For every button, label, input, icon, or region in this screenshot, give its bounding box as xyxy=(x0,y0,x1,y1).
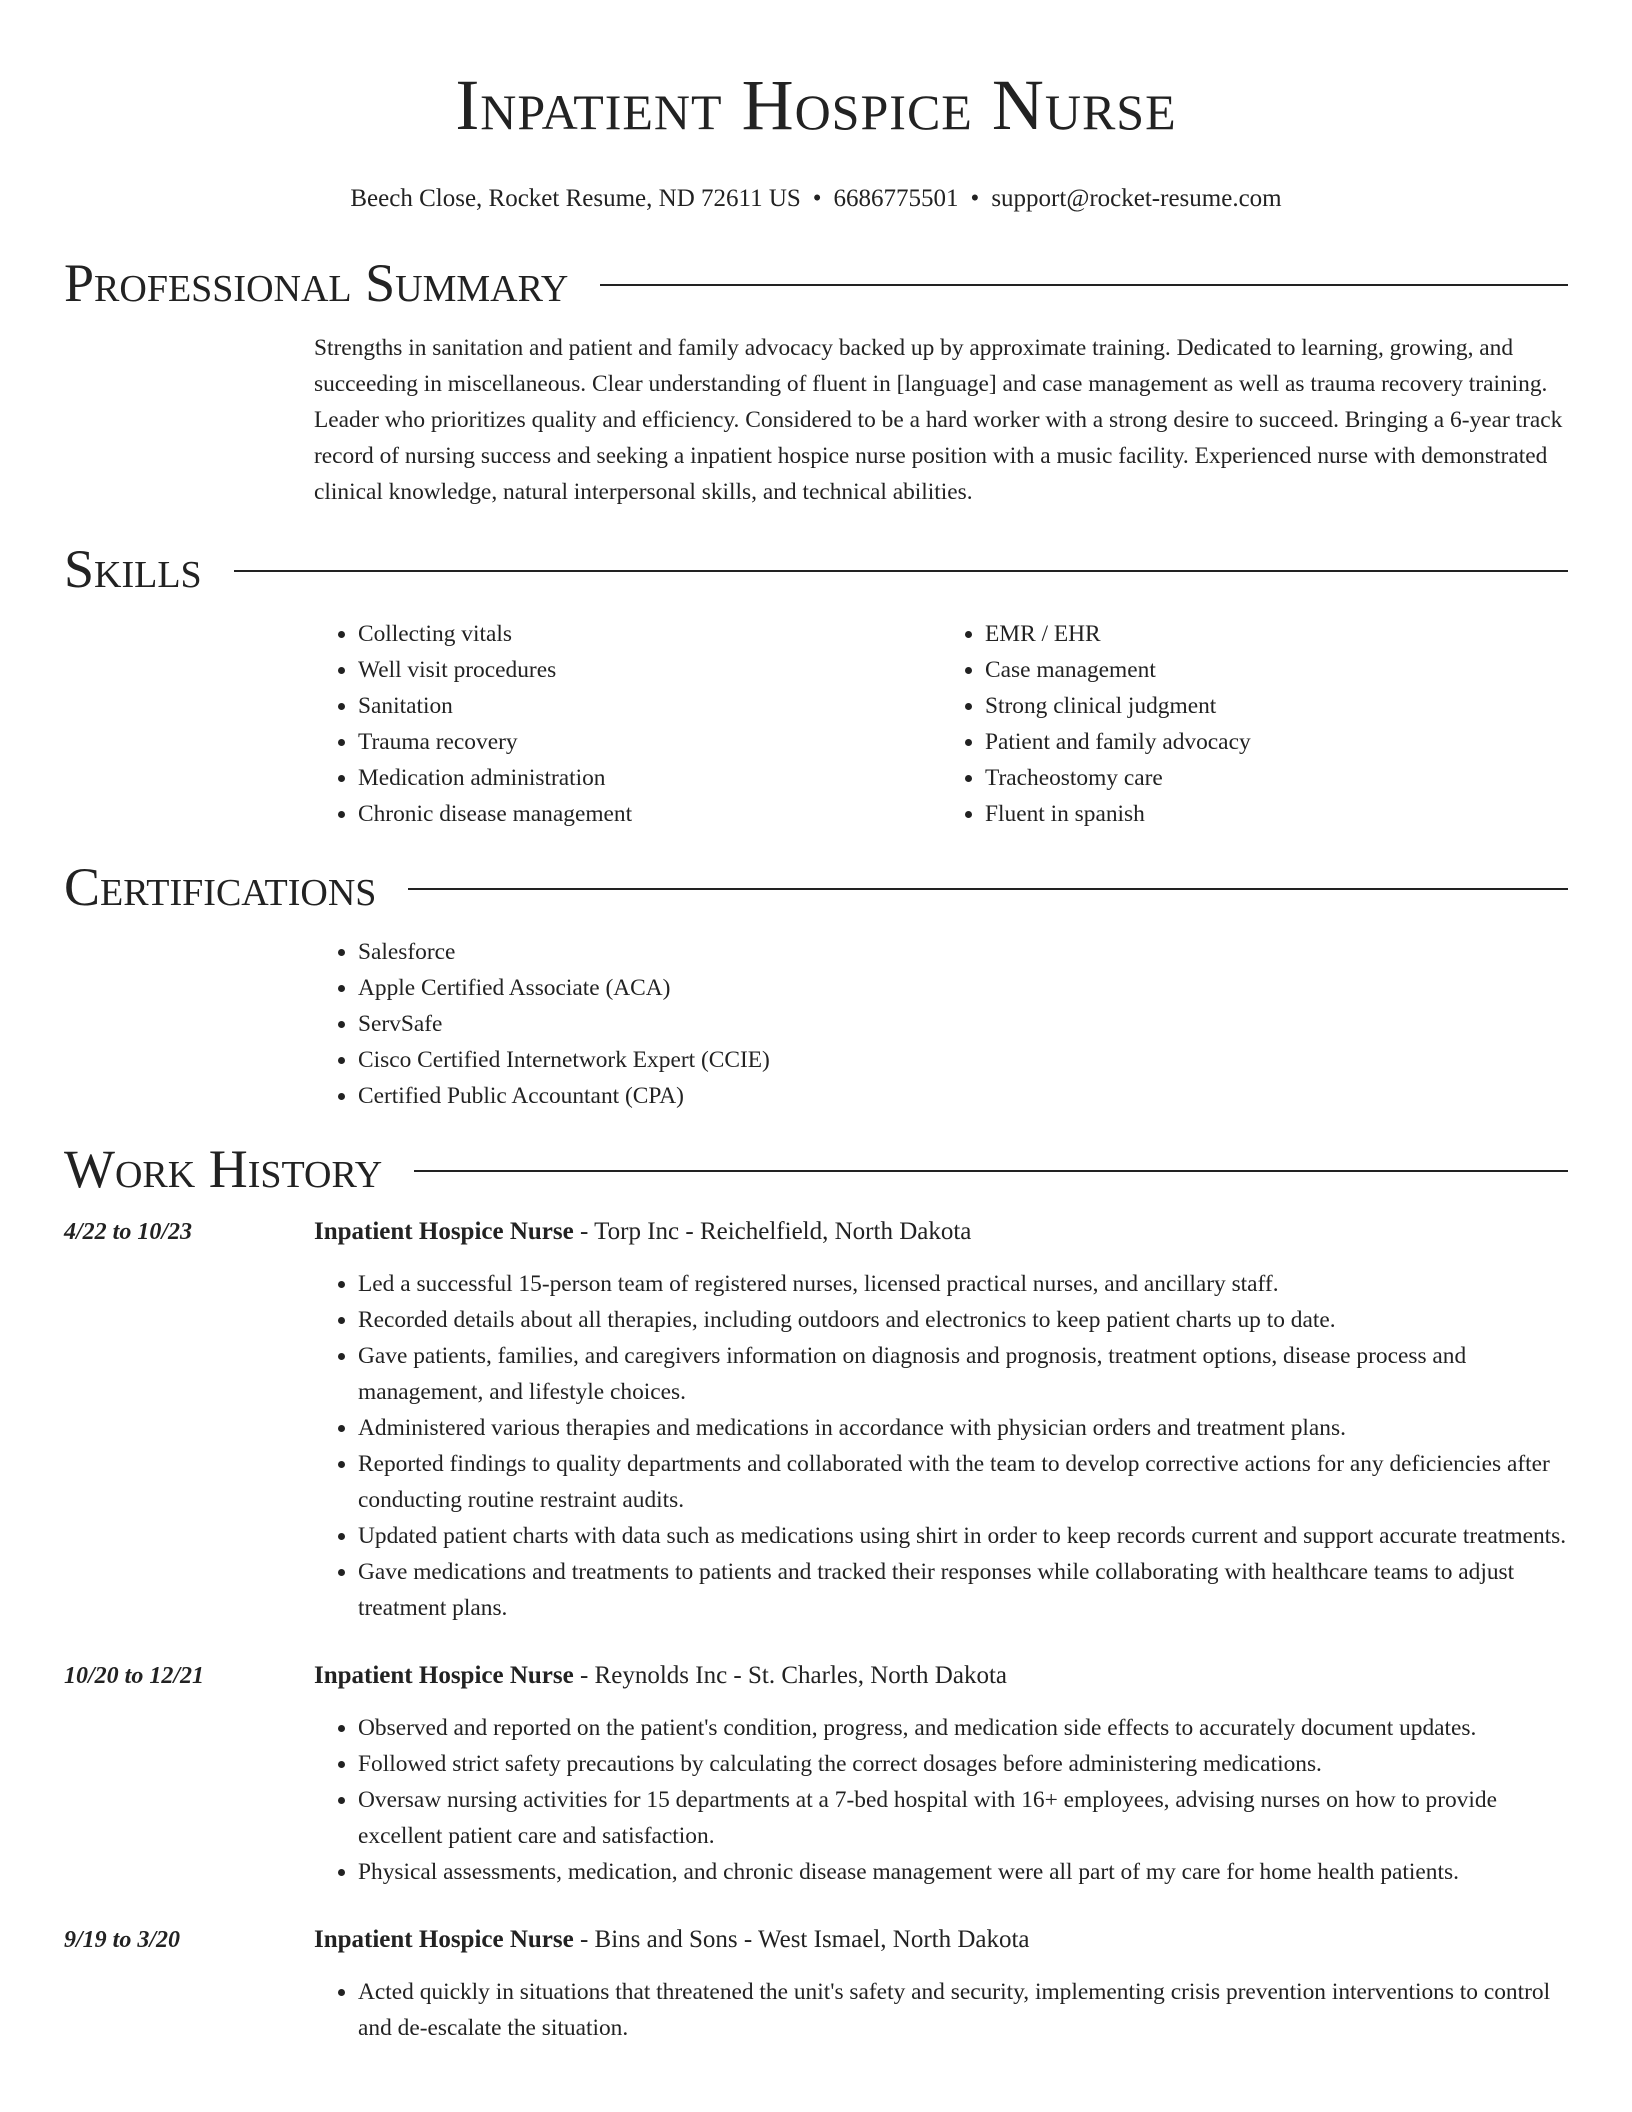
list-item: • Patient and family advocacy xyxy=(985,724,1568,760)
divider xyxy=(234,570,1568,572)
section-title: Work History xyxy=(64,1139,383,1199)
certifications-list xyxy=(314,934,1568,1114)
list-item: • Gave medications and treatments to patients and tracked their responses while collaborating with healthcare teams to adjust treatment plans. xyxy=(358,1554,1568,1626)
list-item: • Collecting vitals xyxy=(358,616,941,652)
list-item: • Cisco Certified Internetwork Expert (CCIE) xyxy=(358,1042,1568,1078)
contact-line xyxy=(0,184,1632,214)
skills-right-list xyxy=(941,616,1568,832)
job-bullets xyxy=(314,1974,1568,2046)
list-item: • Recorded details about all therapies, including outdoors and electronics to keep patient charts up to date. xyxy=(358,1302,1568,1338)
email: support@rocket-resume.com xyxy=(991,185,1282,212)
list-item: • Certified Public Accountant (CPA) xyxy=(358,1078,1568,1114)
job-company: - Torp Inc - Reichelfield, North Dakota xyxy=(573,1218,972,1245)
list-item: • Case management xyxy=(985,652,1568,688)
work-history-section xyxy=(64,1136,1568,2046)
job-title: Inpatient Hospice Nurse xyxy=(314,1218,574,1245)
section-title: Skills xyxy=(64,539,202,599)
address: Beech Close, Rocket Resume, ND 72611 US xyxy=(350,185,801,212)
section-heading xyxy=(64,536,1568,602)
list-item: • Administered various therapies and medications in accordance with physician orders and treatment plans. xyxy=(358,1410,1568,1446)
job-heading xyxy=(314,1214,1568,1250)
separator-dot: • xyxy=(812,185,822,212)
divider xyxy=(600,284,1568,286)
candidate-name: Inpatient Hospice Nurse xyxy=(455,65,1177,145)
section-title: Certifications xyxy=(64,857,377,917)
section-title: Professional Summary xyxy=(64,253,569,313)
divider xyxy=(414,1170,1568,1172)
certifications-section xyxy=(64,854,1568,1114)
job-entry xyxy=(64,1658,1568,1890)
job-bullets xyxy=(314,1710,1568,1890)
list-item: • Tracheostomy care xyxy=(985,760,1568,796)
list-item: • Gave patients, families, and caregivers information on diagnosis and prognosis, treatment options, disease process and management, and lifestyle choices. xyxy=(358,1338,1568,1410)
phone: 6686775501 xyxy=(833,185,959,212)
list-item: • Observed and reported on the patient's condition, progress, and medication side effects to accurately document updates. xyxy=(358,1710,1568,1746)
list-item: • Followed strict safety precautions by calculating the correct dosages before administering medications. xyxy=(358,1746,1568,1782)
job-heading xyxy=(314,1658,1568,1694)
job-entry xyxy=(64,1922,1568,2046)
list-item: • Oversaw nursing activities for 15 departments at a 7-bed hospital with 16+ employees, advising nurses on how to provide excellent patient care and satisfaction. xyxy=(358,1782,1568,1854)
list-item: • Reported findings to quality departments and collaborated with the team to develop corrective actions for any deficiencies after conducting routine restraint audits. xyxy=(358,1446,1568,1518)
job-heading xyxy=(314,1922,1568,1958)
summary-text: Strengths in sanitation and patient and family advocacy backed up by approximate training. Dedicated to learning, growing, and succeeding in miscellaneous. Clear understanding of fluent in [language] and case management as well as trauma recovery training. Leader who prioritizes quality and efficiency. Considered to be a hard worker with a strong desire to succeed. Bringing a 6-year track record of nursing success and seeking a inpatient hospice nurse position with a music facility. Experienced nurse with demonstrated clinical knowledge, natural interpersonal skills, and technical abilities. xyxy=(314,335,1563,505)
list-item: • Trauma recovery xyxy=(358,724,941,760)
list-item: • Medication administration xyxy=(358,760,941,796)
list-item: • Salesforce xyxy=(358,934,1568,970)
job-entry xyxy=(64,1214,1568,1626)
list-item: • EMR / EHR xyxy=(985,616,1568,652)
resume-header xyxy=(0,0,1632,214)
list-item: • Well visit procedures xyxy=(358,652,941,688)
section-heading xyxy=(64,1136,1568,1202)
skills-left-list xyxy=(314,616,941,832)
job-company: - Bins and Sons - West Ismael, North Dakota xyxy=(573,1926,1030,1953)
section-heading xyxy=(64,854,1568,920)
list-item: • Strong clinical judgment xyxy=(985,688,1568,724)
list-item: • Chronic disease management xyxy=(358,796,941,832)
list-item: • Led a successful 15-person team of registered nurses, licensed practical nurses, and ancillary staff. xyxy=(358,1266,1568,1302)
list-item: • ServSafe xyxy=(358,1006,1568,1042)
list-item: • Sanitation xyxy=(358,688,941,724)
summary-section xyxy=(64,250,1568,510)
section-heading xyxy=(64,250,1568,316)
job-company: - Reynolds Inc - St. Charles, North Dakota xyxy=(573,1662,1007,1689)
job-title: Inpatient Hospice Nurse xyxy=(314,1926,574,1953)
certifications-body xyxy=(314,934,1568,1114)
list-item: • Acted quickly in situations that threatened the unit's safety and security, implementing crisis prevention interventions to control and de-escalate the situation. xyxy=(358,1974,1568,2046)
list-item: • Physical assessments, medication, and chronic disease management were all part of my care for home health patients. xyxy=(358,1854,1568,1890)
list-item: • Apple Certified Associate (ACA) xyxy=(358,970,1568,1006)
skills-section xyxy=(64,536,1568,832)
job-dates: 9/19 to 3/20 xyxy=(64,1927,181,1953)
job-dates: 10/20 to 12/21 xyxy=(64,1663,205,1689)
divider xyxy=(408,888,1568,890)
job-title: Inpatient Hospice Nurse xyxy=(314,1662,574,1689)
job-dates: 4/22 to 10/23 xyxy=(64,1219,193,1245)
list-item: • Fluent in spanish xyxy=(985,796,1568,832)
list-item: • Updated patient charts with data such as medications using shirt in order to keep records current and support accurate treatments. xyxy=(358,1518,1568,1554)
separator-dot: • xyxy=(970,185,980,212)
job-bullets xyxy=(314,1266,1568,1626)
skills-grid xyxy=(314,616,1568,832)
